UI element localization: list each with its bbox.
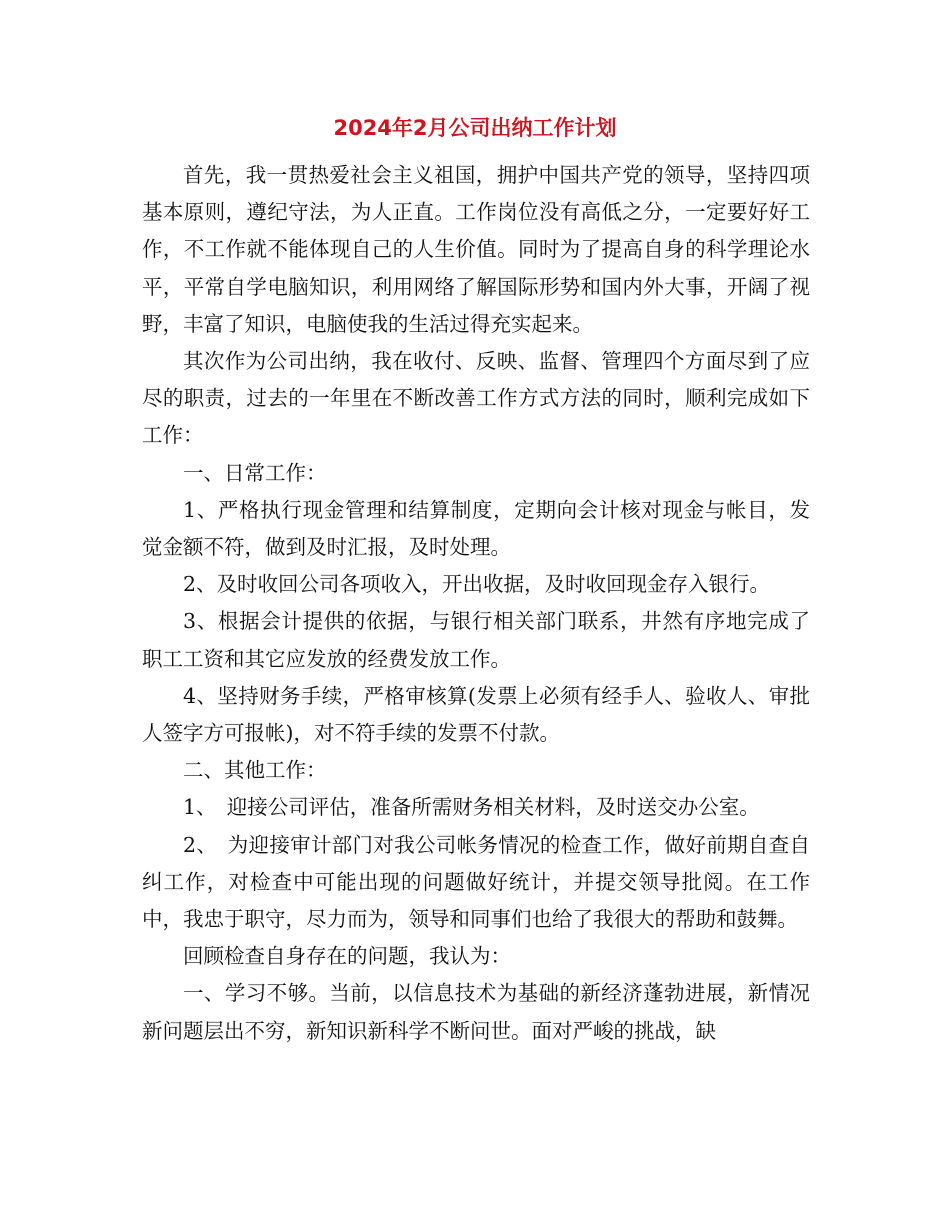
list-item: 3、根据会计提供的依据，与银行相关部门联系，井然有序地完成了职工工资和其它应发放的经费发放工作。 xyxy=(142,609,810,671)
list-item: 1、 迎接公司评估，准备所需财务相关材料，及时送交办公室。 xyxy=(183,795,760,820)
list-item: 1、严格执行现金管理和结算制度，定期向会计核对现金与帐目，发觉金额不符，做到及时汇报，及时处理。 xyxy=(142,497,810,560)
document-title: 2024年2月公司出纳工作计划 xyxy=(333,116,617,140)
list-item: 2、及时收回公司各项收入，开出收据，及时收回现金存入银行。 xyxy=(183,572,771,597)
list-item: 4、坚持财务手续，严格审核算(发票上必须有经手人、验收人、审批人签字方可报帐)，对不符手续的发票不付款。 xyxy=(142,683,810,746)
paragraph: 一、学习不够。当前，以信息技术为基础的新经济蓬勃进展，新情况新问题层出不穷，新知识新科学不断问世。面对严峻的挑战，缺 xyxy=(142,981,810,1043)
document-body xyxy=(142,157,810,1050)
paragraph: 首先，我一贯热爱社会主义祖国，拥护中国共产党的领导，坚持四项基本原则，遵纪守法，为人正直。工作岗位没有高低之分，一定要好好工作，不工作就不能体现自己的人生价值。同时为了提高自身的科学理论水平，平常自学电脑知识，利用网络了解国际形势和国内外大事，开阔了视野，丰富了知识，电脑使我的生活过得充实起来。 xyxy=(142,163,810,336)
paragraph: 回顾检查自身存在的问题，我认为： xyxy=(183,944,511,969)
paragraph: 其次作为公司出纳，我在收付、反映、监督、管理四个方面尽到了应尽的职责，过去的一年里在不断改善工作方式方法的同时，顺利完成如下工作： xyxy=(142,349,810,448)
section-heading: 一、日常工作： xyxy=(183,460,327,485)
list-item: 2、 为迎接审计部门对我公司帐务情况的检查工作，做好前期自查自纠工作，对检查中可能出现的问题做好统计，并提交领导批阅。在工作中，我忠于职守，尽力而为，领导和同事们也给了我很大的帮助和鼓舞。 xyxy=(142,832,810,932)
section-heading: 二、其他工作： xyxy=(183,758,327,783)
